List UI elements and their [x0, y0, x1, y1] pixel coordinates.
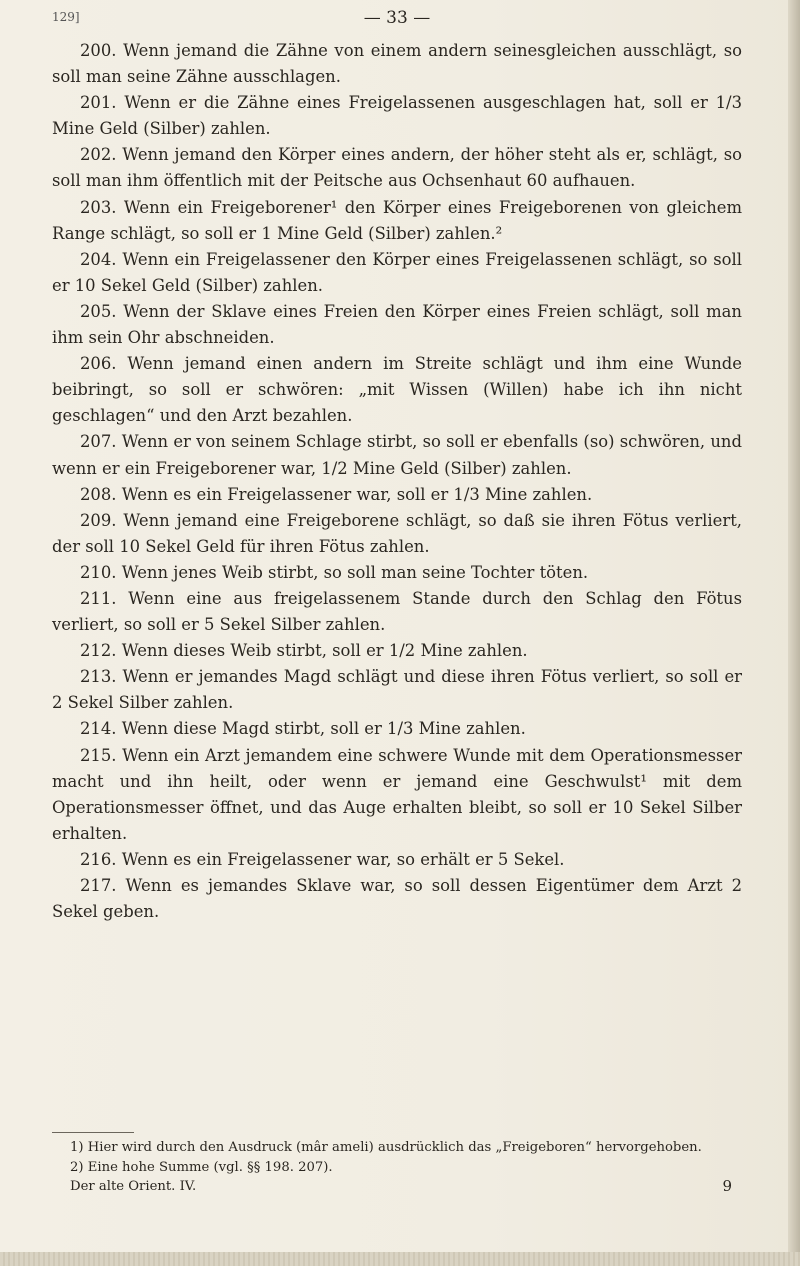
- page-header: [52, 8, 742, 32]
- paragraph-204: 204. Wenn ein Freigelassener den Körper eines Freigelassenen schlägt, so soll er 10 Sekel Geld (Silber) zahlen.: [52, 249, 742, 295]
- paragraph-213: 213. Wenn er jemandes Magd schlägt und diese ihren Fötus verliert, so soll er 2 Sekel Silber zahlen.: [52, 667, 742, 713]
- page-number: — 33 —: [363, 8, 431, 28]
- paragraph-217: 217. Wenn es jemandes Sklave war, so soll dessen Eigentümer dem Arzt 2 Sekel geben.: [52, 876, 742, 922]
- page-footer: [52, 1177, 742, 1197]
- footnote-2: 2) Eine hohe Summe (vgl. §§ 198. 207).: [70, 1159, 333, 1175]
- paragraph-211: 211. Wenn eine aus freigelassenem Stande durch den Schlag den Fötus verliert, so soll er 5 Sekel Silber zahlen.: [52, 588, 742, 635]
- paragraph-212: 212. Wenn dieses Weib stirbt, soll er 1/2 Mine zahlen.: [80, 641, 528, 661]
- paragraph-216: 216. Wenn es ein Freigelassener war, so erhält er 5 Sekel.: [80, 849, 565, 869]
- paragraph-208: 208. Wenn es ein Freigelassener war, soll er 1/3 Mine zahlen.: [80, 484, 593, 504]
- paragraph-215: 215. Wenn ein Arzt jemandem eine schwere Wunde mit dem Operationsmesser macht und ihn heilt, oder wenn er jemand eine Geschwulst¹ mit dem Operationsmesser öffnet, und das Auge erhalten bleibt, so soll er 10 Sekel Silber erhalten.: [52, 745, 742, 843]
- scan-bottom-edge: [0, 1252, 800, 1266]
- paragraph-210: 210. Wenn jenes Weib stirbt, so soll man seine Tochter töten.: [80, 562, 589, 582]
- paragraph-205: 205. Wenn der Sklave eines Freien den Körper eines Freien schlägt, soll man ihm sein Ohr abschneiden.: [52, 301, 742, 348]
- page-reference: 129]: [52, 10, 80, 24]
- paragraph-200: 200. Wenn jemand die Zähne von einem andern seinesgleichen ausschlägt, so soll man seine Zähne ausschlagen.: [52, 41, 742, 87]
- footnote-divider: [52, 1132, 134, 1133]
- paragraph-201: 201. Wenn er die Zähne eines Freigelassenen ausgeschlagen hat, soll er 1/3 Mine Geld (Silber) zahlen.: [52, 93, 742, 139]
- law-paragraphs: [52, 38, 742, 925]
- footnotes: [52, 1138, 742, 1197]
- paragraph-206: 206. Wenn jemand einen andern im Streite schlägt und ihm eine Wunde beibringt, so soll er schwören: „mit Wissen (Willen) habe ich ihn nicht geschlagen“ und den Arzt bezahlen.: [52, 354, 742, 426]
- paragraph-207: 207. Wenn er von seinem Schlage stirbt, so soll er ebenfalls (so) schwören, und wenn er ein Freigeborener war, 1/2 Mine Geld (Silber) zahlen.: [52, 432, 742, 478]
- paragraph-209: 209. Wenn jemand eine Freigeborene schlägt, so daß sie ihren Fötus verliert, der soll 10 Sekel Geld für ihren Fötus zahlen.: [52, 510, 742, 556]
- paragraph-202: 202. Wenn jemand den Körper eines andern, der höher steht als er, schlägt, so soll man ihm öffentlich mit der Peitsche aus Ochsenhaut 60 aufhauen.: [52, 145, 742, 191]
- page-edge: [788, 0, 800, 1266]
- footnote-1: 1) Hier wird durch den Ausdruck (mâr ameli) ausdrücklich das „Freigeboren“ hervorgehoben.: [70, 1140, 702, 1155]
- paragraph-214: 214. Wenn diese Magd stirbt, soll er 1/3 Mine zahlen.: [80, 719, 526, 739]
- signature-mark: 9: [722, 1177, 732, 1195]
- series-title: Der alte Orient. IV.: [70, 1179, 197, 1194]
- paragraph-203: 203. Wenn ein Freigeborener¹ den Körper eines Freigeborenen von gleichem Range schlägt, so soll er 1 Mine Geld (Silber) zahlen.²: [52, 197, 742, 243]
